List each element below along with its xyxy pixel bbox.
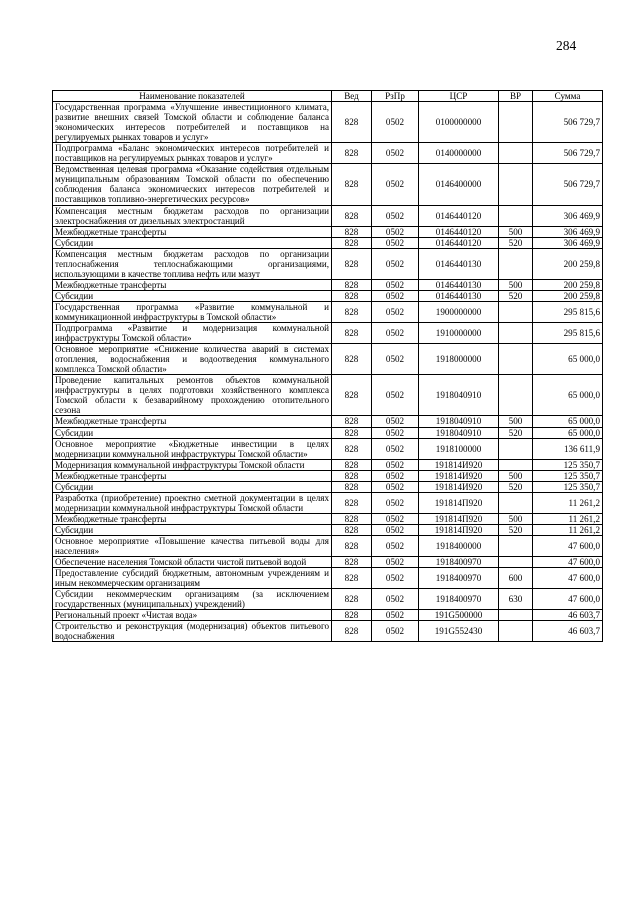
header-sum: Сумма <box>533 91 603 102</box>
row-sum: 65 000,0 <box>533 344 603 375</box>
header-rzpr: РзПр <box>372 91 419 102</box>
table-row <box>53 143 603 164</box>
row-csr: 191814И920 <box>419 481 499 492</box>
row-ved: 828 <box>332 279 372 290</box>
row-sum: 200 259,8 <box>533 279 603 290</box>
table-row <box>53 568 603 589</box>
row-rzpr: 0502 <box>372 492 419 513</box>
header-ved: Вед <box>332 91 372 102</box>
row-sum: 200 259,8 <box>533 290 603 301</box>
row-ved: 828 <box>332 248 372 279</box>
row-name: Субсидии некоммерческим организациям (за исключением государственных (муниципальных) учреждений) <box>53 589 332 610</box>
row-rzpr: 0502 <box>372 143 419 164</box>
table-body <box>53 102 603 642</box>
table-row <box>53 102 603 143</box>
row-sum: 46 603,7 <box>533 621 603 642</box>
row-vr: 500 <box>499 513 533 524</box>
row-csr: 0146440120 <box>419 205 499 226</box>
row-rzpr: 0502 <box>372 323 419 344</box>
row-sum: 125 350,7 <box>533 481 603 492</box>
row-name: Межбюджетные трансферты <box>53 226 332 237</box>
row-sum: 306 469,9 <box>533 205 603 226</box>
row-csr: 1918040910 <box>419 416 499 427</box>
row-sum: 11 261,2 <box>533 492 603 513</box>
row-vr <box>499 164 533 205</box>
row-csr: 0146440120 <box>419 237 499 248</box>
row-sum: 47 600,0 <box>533 557 603 568</box>
header-csr: ЦСР <box>419 91 499 102</box>
row-rzpr: 0502 <box>372 513 419 524</box>
row-sum: 65 000,0 <box>533 427 603 438</box>
row-ved: 828 <box>332 323 372 344</box>
row-name: Субсидии <box>53 481 332 492</box>
row-ved: 828 <box>332 102 372 143</box>
row-vr <box>499 610 533 621</box>
row-rzpr: 0502 <box>372 344 419 375</box>
row-vr <box>499 621 533 642</box>
row-rzpr: 0502 <box>372 205 419 226</box>
header-name: Наименование показателей <box>53 91 332 102</box>
table-row <box>53 164 603 205</box>
row-sum: 306 469,9 <box>533 237 603 248</box>
row-sum: 125 350,7 <box>533 459 603 470</box>
row-csr: 0140000000 <box>419 143 499 164</box>
row-ved: 828 <box>332 301 372 322</box>
row-csr: 1918400970 <box>419 557 499 568</box>
row-name: Компенсация местным бюджетам расходов по организации теплоснабжения теплоснабжающими организациями, использующими в качестве топлива нефть или мазут <box>53 248 332 279</box>
row-ved: 828 <box>332 205 372 226</box>
table-row <box>53 524 603 535</box>
table-row <box>53 481 603 492</box>
row-ved: 828 <box>332 237 372 248</box>
row-sum: 306 469,9 <box>533 226 603 237</box>
row-csr: 191814П920 <box>419 492 499 513</box>
table-row <box>53 438 603 459</box>
row-sum: 506 729,7 <box>533 164 603 205</box>
table-row <box>53 279 603 290</box>
row-sum: 11 261,2 <box>533 524 603 535</box>
table-row <box>53 416 603 427</box>
table-row <box>53 621 603 642</box>
row-rzpr: 0502 <box>372 610 419 621</box>
row-sum: 295 815,6 <box>533 301 603 322</box>
row-rzpr: 0502 <box>372 226 419 237</box>
row-sum: 46 603,7 <box>533 610 603 621</box>
table-header-row <box>53 91 603 102</box>
row-name: Основное мероприятие «Снижение количества аварий в системах отопления, водоснабжения и водоотведения коммунального комплекса Томской области» <box>53 344 332 375</box>
row-name: Межбюджетные трансферты <box>53 470 332 481</box>
row-ved: 828 <box>332 481 372 492</box>
row-name: Государственная программа «Развитие коммунальной и коммуникационной инфраструктуры в Томской области» <box>53 301 332 322</box>
row-csr: 0146440130 <box>419 290 499 301</box>
row-name: Ведомственная целевая программа «Оказание содействия отдельным муниципальным образованиям Томской области по обеспечению соблюдения баланса экономических интересов потребителей и поставщиков топливно-энергетических ресурсов» <box>53 164 332 205</box>
table-row <box>53 492 603 513</box>
row-vr <box>499 438 533 459</box>
row-csr: 191814И920 <box>419 470 499 481</box>
table-row <box>53 427 603 438</box>
row-vr <box>499 459 533 470</box>
row-name: Проведение капитальных ремонтов объектов коммунальной инфраструктуры в целях подготовки хозяйственного комплекса Томской области к безаварийному прохождению отопительного сезона <box>53 375 332 416</box>
row-rzpr: 0502 <box>372 568 419 589</box>
row-ved: 828 <box>332 535 372 556</box>
table-row <box>53 610 603 621</box>
row-name: Субсидии <box>53 237 332 248</box>
row-vr: 520 <box>499 524 533 535</box>
row-name: Межбюджетные трансферты <box>53 279 332 290</box>
row-csr: 0146440130 <box>419 248 499 279</box>
table-row <box>53 226 603 237</box>
row-rzpr: 0502 <box>372 375 419 416</box>
row-csr: 0100000000 <box>419 102 499 143</box>
row-sum: 47 600,0 <box>533 589 603 610</box>
row-ved: 828 <box>332 164 372 205</box>
row-name: Основное мероприятие «Повышение качества питьевой воды для населения» <box>53 535 332 556</box>
table-row <box>53 470 603 481</box>
table-row <box>53 237 603 248</box>
row-name: Межбюджетные трансферты <box>53 513 332 524</box>
row-ved: 828 <box>332 344 372 375</box>
row-csr: 1910000000 <box>419 323 499 344</box>
row-rzpr: 0502 <box>372 164 419 205</box>
row-csr: 1918400970 <box>419 589 499 610</box>
row-sum: 200 259,8 <box>533 248 603 279</box>
table-row <box>53 375 603 416</box>
row-vr: 600 <box>499 568 533 589</box>
row-rzpr: 0502 <box>372 470 419 481</box>
row-rzpr: 0502 <box>372 279 419 290</box>
row-ved: 828 <box>332 513 372 524</box>
row-csr: 0146400000 <box>419 164 499 205</box>
row-vr: 520 <box>499 481 533 492</box>
row-name: Субсидии <box>53 427 332 438</box>
row-rzpr: 0502 <box>372 102 419 143</box>
row-sum: 125 350,7 <box>533 470 603 481</box>
row-ved: 828 <box>332 438 372 459</box>
table-row <box>53 344 603 375</box>
row-csr: 1918040910 <box>419 375 499 416</box>
row-rzpr: 0502 <box>372 481 419 492</box>
table-row <box>53 557 603 568</box>
row-vr: 630 <box>499 589 533 610</box>
row-name: Подпрограмма «Развитие и модернизация коммунальной инфраструктуры Томской области» <box>53 323 332 344</box>
row-csr: 191814П920 <box>419 524 499 535</box>
row-csr: 1918100000 <box>419 438 499 459</box>
row-rzpr: 0502 <box>372 237 419 248</box>
row-name: Предоставление субсидий бюджетным, автономным учреждениям и иным некоммерческим организациям <box>53 568 332 589</box>
row-name: Компенсация местным бюджетам расходов по организации электроснабжения от дизельных электростанций <box>53 205 332 226</box>
row-vr <box>499 323 533 344</box>
table-row <box>53 205 603 226</box>
row-ved: 828 <box>332 492 372 513</box>
row-ved: 828 <box>332 610 372 621</box>
row-name: Субсидии <box>53 524 332 535</box>
row-rzpr: 0502 <box>372 524 419 535</box>
row-rzpr: 0502 <box>372 621 419 642</box>
row-rzpr: 0502 <box>372 290 419 301</box>
row-vr: 520 <box>499 290 533 301</box>
table-row <box>53 589 603 610</box>
row-rzpr: 0502 <box>372 535 419 556</box>
row-sum: 506 729,7 <box>533 143 603 164</box>
table-row <box>53 513 603 524</box>
row-csr: 1918040910 <box>419 427 499 438</box>
row-ved: 828 <box>332 226 372 237</box>
row-ved: 828 <box>332 568 372 589</box>
row-ved: 828 <box>332 375 372 416</box>
row-name: Строительство и реконструкция (модернизация) объектов питьевого водоснабжения <box>53 621 332 642</box>
row-csr: 1918400000 <box>419 535 499 556</box>
row-csr: 0146440120 <box>419 226 499 237</box>
row-sum: 65 000,0 <box>533 416 603 427</box>
header-vr: ВР <box>499 91 533 102</box>
row-vr: 520 <box>499 237 533 248</box>
row-csr: 1918000000 <box>419 344 499 375</box>
row-sum: 136 611,9 <box>533 438 603 459</box>
row-sum: 65 000,0 <box>533 375 603 416</box>
row-vr <box>499 535 533 556</box>
row-csr: 0146440130 <box>419 279 499 290</box>
row-ved: 828 <box>332 621 372 642</box>
row-vr <box>499 143 533 164</box>
row-vr: 500 <box>499 279 533 290</box>
row-vr <box>499 248 533 279</box>
row-sum: 506 729,7 <box>533 102 603 143</box>
row-ved: 828 <box>332 470 372 481</box>
row-rzpr: 0502 <box>372 427 419 438</box>
row-sum: 47 600,0 <box>533 568 603 589</box>
row-rzpr: 0502 <box>372 589 419 610</box>
row-vr <box>499 205 533 226</box>
row-ved: 828 <box>332 416 372 427</box>
budget-table <box>52 90 603 642</box>
table-row <box>53 301 603 322</box>
row-ved: 828 <box>332 427 372 438</box>
row-rzpr: 0502 <box>372 248 419 279</box>
row-csr: 191G552430 <box>419 621 499 642</box>
row-vr <box>499 102 533 143</box>
row-name: Региональный проект «Чистая вода» <box>53 610 332 621</box>
row-csr: 191814П920 <box>419 513 499 524</box>
table-row <box>53 290 603 301</box>
row-sum: 11 261,2 <box>533 513 603 524</box>
row-name: Государственная программа «Улучшение инвестиционного климата, развитие внешних связей Томской области и соблюдение баланса экономических интересов потребителей и поставщиков на регулируемых рынках товаров и услуг» <box>53 102 332 143</box>
row-ved: 828 <box>332 557 372 568</box>
row-vr <box>499 301 533 322</box>
row-name: Разработка (приобретение) проектно сметной документации в целях модернизации коммунальной инфраструктуры Томской области <box>53 492 332 513</box>
row-sum: 47 600,0 <box>533 535 603 556</box>
row-csr: 1918400970 <box>419 568 499 589</box>
row-csr: 1900000000 <box>419 301 499 322</box>
row-vr: 500 <box>499 416 533 427</box>
row-name: Основное мероприятие «Бюджетные инвестиции в целях модернизации коммунальной инфраструктуры Томской области» <box>53 438 332 459</box>
row-rzpr: 0502 <box>372 416 419 427</box>
row-vr <box>499 375 533 416</box>
row-ved: 828 <box>332 459 372 470</box>
row-ved: 828 <box>332 143 372 164</box>
row-name: Обеспечение населения Томской области чистой питьевой водой <box>53 557 332 568</box>
table-row <box>53 323 603 344</box>
row-csr: 191814И920 <box>419 459 499 470</box>
row-csr: 191G500000 <box>419 610 499 621</box>
row-name: Подпрограмма «Баланс экономических интересов потребителей и поставщиков на регулируемых рынках товаров и услуг» <box>53 143 332 164</box>
row-name: Субсидии <box>53 290 332 301</box>
page-number: 284 <box>556 38 577 53</box>
row-rzpr: 0502 <box>372 459 419 470</box>
table-row <box>53 535 603 556</box>
row-vr <box>499 344 533 375</box>
row-ved: 828 <box>332 290 372 301</box>
row-rzpr: 0502 <box>372 301 419 322</box>
row-vr <box>499 557 533 568</box>
table-row <box>53 248 603 279</box>
table-row <box>53 459 603 470</box>
row-vr: 500 <box>499 226 533 237</box>
row-ved: 828 <box>332 524 372 535</box>
row-name: Модернизация коммунальной инфраструктуры Томской области <box>53 459 332 470</box>
row-ved: 828 <box>332 589 372 610</box>
row-name: Межбюджетные трансферты <box>53 416 332 427</box>
row-rzpr: 0502 <box>372 438 419 459</box>
row-vr: 500 <box>499 470 533 481</box>
row-vr: 520 <box>499 427 533 438</box>
row-sum: 295 815,6 <box>533 323 603 344</box>
row-rzpr: 0502 <box>372 557 419 568</box>
row-vr <box>499 492 533 513</box>
